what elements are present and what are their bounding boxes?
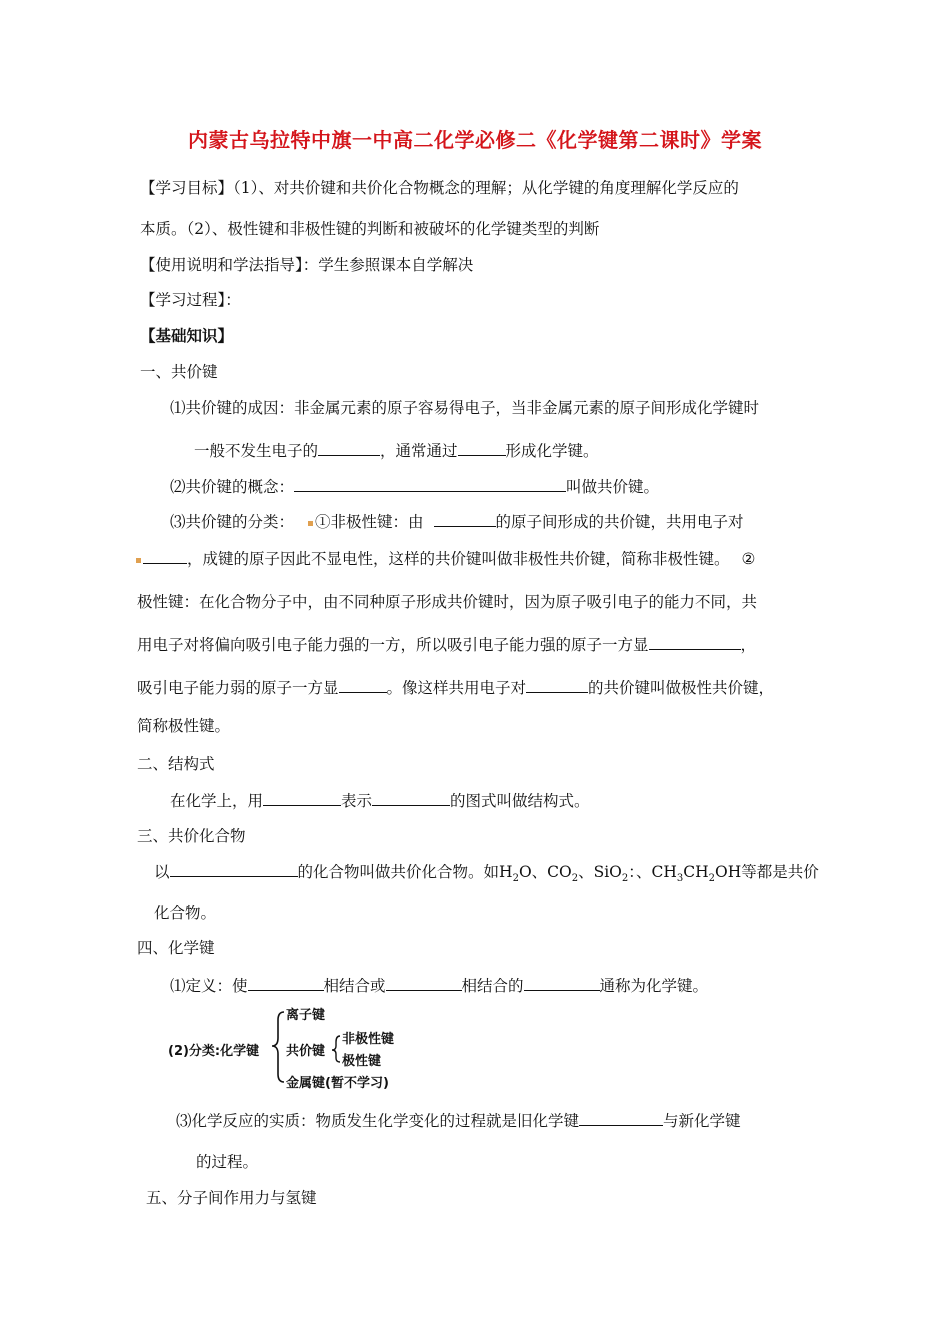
section-4-heading: 四、化学键: [137, 939, 215, 957]
blank-field[interactable]: [143, 548, 187, 564]
formula: O、CO: [518, 863, 572, 881]
text: 的化合物叫做共价化合物。如: [297, 863, 500, 881]
section-3-heading: 三、共价化合物: [137, 827, 246, 845]
polar-bond-label: 极性键: [342, 1054, 382, 1069]
text: 叫做共价键。: [566, 478, 660, 496]
sec1-p6: [137, 634, 756, 655]
text: 用电子对将偏向吸引电子能力强的一方，所以吸引电子能力强的原子一方显: [137, 636, 649, 654]
blank-field[interactable]: [386, 975, 462, 991]
process-heading: 【学习过程】：: [140, 291, 241, 309]
subscript: 2: [621, 873, 629, 885]
sec3-p2: 化合物。: [154, 904, 217, 922]
sec4-p3: [176, 1110, 741, 1131]
edit-mark-icon: [308, 521, 313, 526]
text: 通称为化学键。: [599, 977, 709, 995]
text: 与新化学键: [663, 1112, 741, 1130]
nonpolar-bond-label: 非极性键: [342, 1032, 395, 1047]
usage-guide: 【使用说明和学法指导】：学生参照课本自学解决: [140, 256, 474, 274]
section-5-heading: 五、分子间作用力与氢键: [146, 1189, 317, 1207]
section-1-heading: 一、共价键: [140, 363, 218, 381]
text: 表示: [341, 792, 373, 810]
formula: CH: [683, 863, 709, 881]
basic-knowledge-heading: 【基础知识】: [140, 326, 234, 345]
classification-prefix: (2)分类:化学键: [168, 1044, 260, 1059]
text: ②: [741, 550, 756, 568]
covalent-bond-label: 共价键: [286, 1044, 326, 1059]
subscript: 2: [571, 873, 579, 885]
blank-field[interactable]: [170, 861, 298, 877]
text: 以: [154, 863, 170, 881]
goals-line-1: 【学习目标】（1）、对共价键和共价化合物概念的理解；从化学键的角度理解化学反应的: [140, 179, 739, 197]
text: ⑶化学反应的实质：物质发生化学变化的过程就是旧化学键: [176, 1112, 580, 1130]
formula: ：、CH: [628, 863, 677, 881]
text: ，通常通过: [380, 442, 458, 460]
formula: 、SiO: [578, 863, 622, 881]
text: ①非极性键：由: [315, 513, 424, 531]
sec1-p2: [170, 476, 659, 497]
blank-field[interactable]: [318, 440, 380, 456]
section-2-heading: 二、结构式: [137, 755, 215, 773]
text: 吸引电子能力弱的原子一方显: [137, 679, 339, 697]
blank-field[interactable]: [372, 790, 450, 806]
text: ⑵共价键的概念：: [170, 478, 295, 496]
edit-mark-icon: [136, 558, 141, 563]
sec3-p1: [154, 861, 819, 889]
blank-field[interactable]: [263, 790, 341, 806]
formula: H: [499, 863, 513, 881]
blank-field[interactable]: [248, 975, 324, 991]
text: ⑶共价键的分类：: [170, 513, 295, 531]
text: 形成化学键。: [505, 442, 599, 460]
bond-classification-diagram: [168, 1000, 448, 1092]
blank-field[interactable]: [294, 476, 566, 492]
text: 的共价键叫做极性共价键，: [588, 679, 775, 697]
text: 等都是共价: [741, 863, 819, 881]
sec1-p3: [170, 511, 744, 532]
sec1-p4: [136, 548, 755, 569]
text: 相结合的: [461, 977, 524, 995]
blank-field[interactable]: [649, 634, 741, 650]
subscript: 2: [512, 873, 519, 885]
sec1-p5: 极性键：在化合物分子中，由不同种原子形成共价键时，因为原子吸引电子的能力不同，共: [137, 593, 758, 611]
goals-line-2: 本质。（2）、极性键和非极性键的判断和被破坏的化学键类型的判断: [140, 220, 600, 238]
sec1-p1a: ⑴共价键的成因：非金属元素的原子容易得电子，当非金属元素的原子间形成化学键时: [170, 399, 760, 417]
blank-field[interactable]: [434, 511, 496, 527]
text: 的原子间形成的共价键，共用电子对: [495, 513, 744, 531]
blank-field[interactable]: [579, 1110, 663, 1126]
formula: OH: [715, 863, 742, 881]
subscript: 2: [708, 873, 716, 885]
subscript: 3: [676, 873, 684, 885]
sec1-p7: [137, 677, 774, 698]
metallic-bond-label: 金属键(暂不学习): [286, 1076, 389, 1091]
blank-field[interactable]: [526, 677, 588, 693]
text: ，: [740, 636, 757, 654]
text: 相结合或: [323, 977, 386, 995]
sec4-p3b: 的过程。: [196, 1153, 259, 1171]
blank-field[interactable]: [339, 677, 387, 693]
sec1-p8: 简称极性键。: [137, 717, 231, 735]
text: 在化学上，用: [170, 792, 264, 810]
sec4-p1: [170, 975, 708, 996]
text: 的图式叫做结构式。: [450, 792, 590, 810]
sec2-p1: [170, 790, 590, 811]
text: ，成键的原子因此不显电性，这样的共价键叫做非极性共价键，简称非极性键。: [187, 550, 730, 568]
page-title: 内蒙古乌拉特中旗一中高二化学必修二《化学键第二课时》学案: [188, 128, 762, 152]
sec1-p1b: [194, 440, 599, 461]
text: ⑴定义：使: [170, 977, 248, 995]
blank-field[interactable]: [458, 440, 506, 456]
text: 一般不发生电子的: [194, 442, 319, 460]
blank-field[interactable]: [524, 975, 600, 991]
ionic-bond-label: 离子键: [286, 1008, 326, 1023]
text: 。像这样共用电子对: [386, 679, 527, 697]
